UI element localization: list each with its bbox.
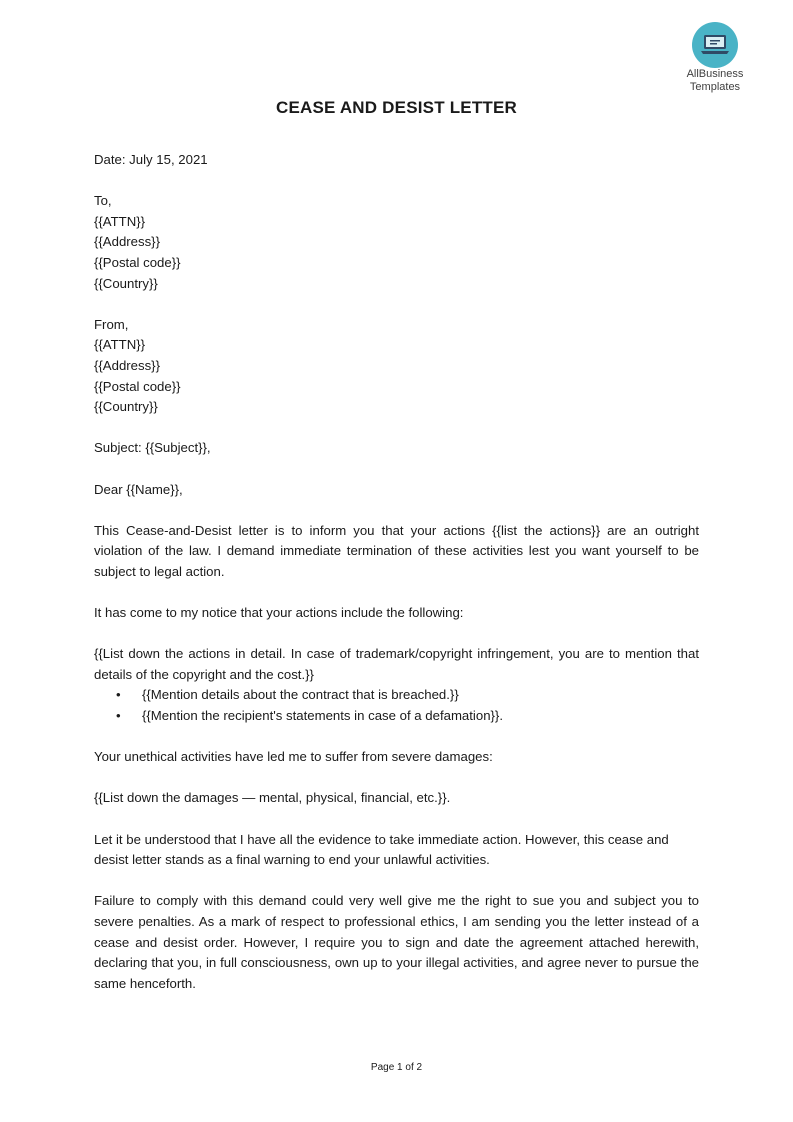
actions-bullet-list [94,685,699,726]
to-address: {{Address}} [94,234,160,250]
page-number-footer: Page 1 of 2 [370,1062,423,1073]
actions-list-intro: {{List down the actions in detail. In case of trademark/copyright infringement, you are to mention that details of the copyright and the cost.}} [94,646,699,682]
bullet-text: {{Mention details about the contract that is breached.}} [142,687,459,703]
damages-list-paragraph: {{List down the damages — mental, physical, financial, etc.}}. [94,790,451,806]
list-item [94,706,699,727]
laptop-icon [692,22,738,68]
damages-intro-paragraph: Your unethical activities have led me to suffer from severe damages: [94,749,493,765]
evidence-paragraph: Let it be understood that I have all the evidence to take immediate action. However, this cease and desist letter stands as a final warning to end your unlawful activities. [94,831,669,868]
logo-text-line1: AllBusiness [686,68,744,80]
from-address: {{Address}} [94,357,160,373]
intro-paragraph: This Cease-and-Desist letter is to inform you that your actions {{list the actions}} are an outright violation of the law. I demand immediate termination of these activities lest you want yourself to be subject to legal action. [94,522,699,579]
to-country: {{Country}} [94,275,158,291]
to-address-block [94,191,699,294]
logo-text-line2: Templates [689,81,741,93]
failure-paragraph: Failure to comply with this demand could very well give me the right to sue you and subject you to severe penalties. As a mark of respect to professional ethics, I am sending you the letter instead of a cease and desist order. However, I require you to sign and date the agreement attached herewith, declaring that you, in full consciousness, own up to your illegal activities, and agree never to pursue the same henceforth. [94,893,699,991]
from-address-block [94,315,699,418]
date-line: Date: July 15, 2021 [94,152,208,167]
from-postal-code: {{Postal code}} [94,378,181,394]
company-logo [676,22,754,94]
to-attn: {{ATTN}} [94,213,146,229]
list-item [94,685,699,706]
from-attn: {{ATTN}} [94,337,146,353]
to-label: To, [94,193,112,209]
notice-paragraph: It has come to my notice that your actions include the following: [94,605,464,621]
bullet-glyph: • [116,687,121,703]
salutation: Dear {{Name}}, [94,481,183,497]
letter-body [94,150,699,1015]
document-title: CEASE AND DESIST LETTER [275,98,518,117]
to-postal-code: {{Postal code}} [94,254,181,270]
bullet-text: {{Mention the recipient's statements in case of a defamation}}. [142,708,504,724]
from-country: {{Country}} [94,399,158,415]
from-label: From, [94,316,129,332]
bullet-glyph: • [116,708,121,724]
subject-line: Subject: {{Subject}}, [94,440,211,456]
